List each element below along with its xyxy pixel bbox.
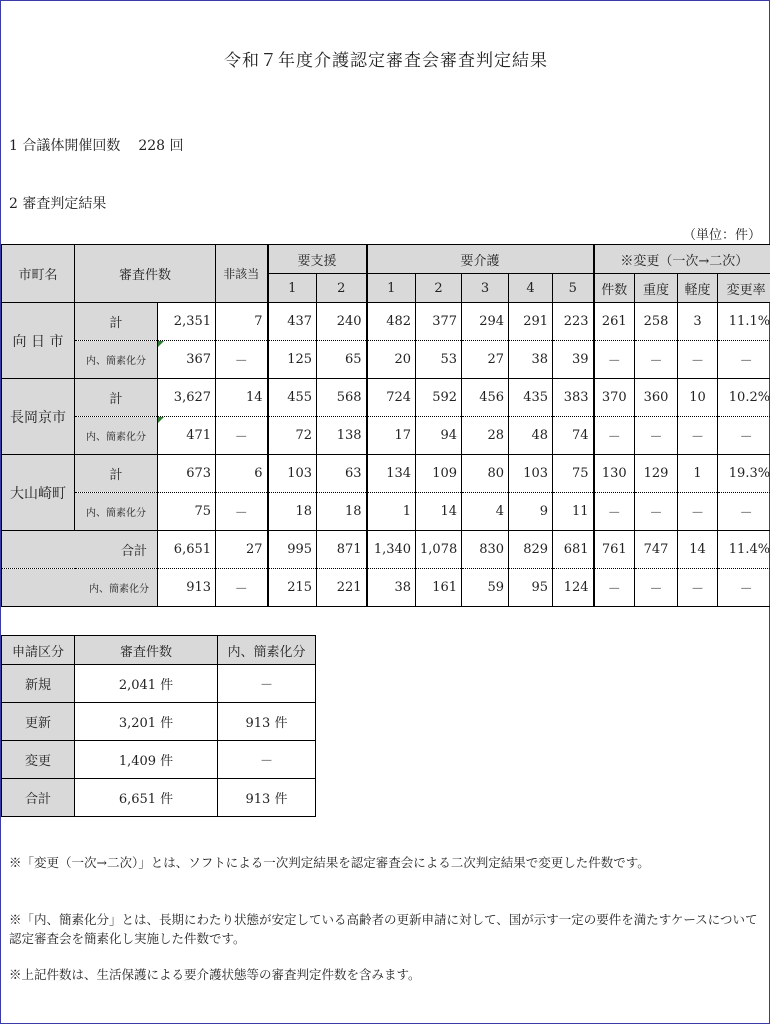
cell-change-count: 761 bbox=[594, 531, 635, 569]
cell-review: 6,651 bbox=[158, 531, 216, 569]
cell-support-1: 437 bbox=[268, 303, 317, 341]
table-row bbox=[2, 531, 770, 569]
header-care-4: 4 bbox=[509, 274, 553, 303]
application-type: 変更 bbox=[2, 741, 75, 779]
cell-care-2: 592 bbox=[416, 379, 462, 417]
header-support-1: 1 bbox=[268, 274, 317, 303]
cell-support-1: 995 bbox=[268, 531, 317, 569]
header-change: ※変更（一次→二次） bbox=[594, 245, 770, 274]
cell-care-3: 294 bbox=[462, 303, 509, 341]
cell-care-1: 1 bbox=[367, 493, 416, 531]
cell-support-1: 125 bbox=[268, 341, 317, 379]
row-label-simplified: 内、簡素化分 bbox=[75, 417, 158, 455]
cell-change-rate: 19.3% bbox=[718, 455, 770, 493]
header-support-2: 2 bbox=[317, 274, 367, 303]
cell-change-count: － bbox=[594, 417, 635, 455]
cell-review: 75 bbox=[158, 493, 216, 531]
cell-care-5: 39 bbox=[553, 341, 594, 379]
result-table bbox=[1, 244, 770, 607]
cell-care-1: 134 bbox=[367, 455, 416, 493]
cell-change-rate: 10.2% bbox=[718, 379, 770, 417]
cell-support-2: 568 bbox=[317, 379, 367, 417]
cell-change-lighter: － bbox=[678, 341, 718, 379]
cell-change-rate: － bbox=[718, 417, 770, 455]
row-label-total: 計 bbox=[75, 303, 158, 341]
cell-change-count: 130 bbox=[594, 455, 635, 493]
cell-change-rate: － bbox=[718, 569, 770, 607]
cell-not-applicable: － bbox=[216, 417, 268, 455]
table-row bbox=[2, 665, 316, 703]
cell-change-heavier: 360 bbox=[635, 379, 678, 417]
row-label-grand-total: 合計 bbox=[2, 531, 158, 569]
header-care-1: 1 bbox=[367, 274, 416, 303]
cell-change-count: － bbox=[594, 569, 635, 607]
cell-care-1: 17 bbox=[367, 417, 416, 455]
cell-change-count: － bbox=[594, 493, 635, 531]
cell-care-2: 161 bbox=[416, 569, 462, 607]
cell-change-count: 370 bbox=[594, 379, 635, 417]
application-simplified: 913 件 bbox=[218, 703, 316, 741]
unit-note: （単位：件） bbox=[682, 228, 761, 243]
note-welfare-inclusion: ※上記件数は、生活保護による要介護状態等の審査判定件数を含みます。 bbox=[9, 967, 421, 982]
cell-support-2: 65 bbox=[317, 341, 367, 379]
cell-review: 367 bbox=[158, 341, 216, 379]
table-row bbox=[2, 341, 770, 379]
cell-change-lighter: 3 bbox=[678, 303, 718, 341]
application-table bbox=[1, 635, 316, 817]
cell-change-lighter: － bbox=[678, 493, 718, 531]
cell-support-2: 63 bbox=[317, 455, 367, 493]
cell-not-applicable: 6 bbox=[216, 455, 268, 493]
result-section-heading: 2 審査判定結果 bbox=[9, 196, 107, 212]
cell-support-2: 871 bbox=[317, 531, 367, 569]
cell-care-2: 1,078 bbox=[416, 531, 462, 569]
cell-change-rate: 11.1% bbox=[718, 303, 770, 341]
cell-care-3: 28 bbox=[462, 417, 509, 455]
meeting-count-label: 1 合議体開催回数 bbox=[9, 138, 121, 154]
table-row bbox=[2, 703, 316, 741]
application-simplified: 913 件 bbox=[218, 779, 316, 817]
cell-care-4: 103 bbox=[509, 455, 553, 493]
cell-support-2: 240 bbox=[317, 303, 367, 341]
application-simplified: － bbox=[218, 741, 316, 779]
cell-change-count: － bbox=[594, 341, 635, 379]
cell-change-lighter: 14 bbox=[678, 531, 718, 569]
cell-not-applicable: 14 bbox=[216, 379, 268, 417]
cell-not-applicable: － bbox=[216, 493, 268, 531]
cell-change-count: 261 bbox=[594, 303, 635, 341]
cell-review: 673 bbox=[158, 455, 216, 493]
table-row bbox=[2, 455, 770, 493]
cell-change-lighter: 10 bbox=[678, 379, 718, 417]
cell-not-applicable: 27 bbox=[216, 531, 268, 569]
cell-care-1: 1,340 bbox=[367, 531, 416, 569]
cell-change-lighter: － bbox=[678, 569, 718, 607]
cell-review: 3,627 bbox=[158, 379, 216, 417]
cell-care-4: 48 bbox=[509, 417, 553, 455]
cell-support-1: 72 bbox=[268, 417, 317, 455]
cell-not-applicable: 7 bbox=[216, 303, 268, 341]
cell-care-4: 95 bbox=[509, 569, 553, 607]
cell-care-3: 80 bbox=[462, 455, 509, 493]
table-row bbox=[2, 379, 770, 417]
cell-care-2: 94 bbox=[416, 417, 462, 455]
cell-care-2: 53 bbox=[416, 341, 462, 379]
cell-care-4: 435 bbox=[509, 379, 553, 417]
cell-support-1: 103 bbox=[268, 455, 317, 493]
cell-care-5: 75 bbox=[553, 455, 594, 493]
cell-care-5: 11 bbox=[553, 493, 594, 531]
row-label-simplified: 内、簡素化分 bbox=[75, 493, 158, 531]
cell-change-heavier: 129 bbox=[635, 455, 678, 493]
header-city: 市町名 bbox=[2, 245, 75, 303]
cell-care-3: 830 bbox=[462, 531, 509, 569]
row-label-total: 計 bbox=[75, 379, 158, 417]
cell-care-4: 829 bbox=[509, 531, 553, 569]
cell-care-4: 38 bbox=[509, 341, 553, 379]
header-support: 要支援 bbox=[268, 245, 367, 274]
row-label-simplified: 内、簡素化分 bbox=[75, 341, 158, 379]
application-count: 1,409 件 bbox=[75, 741, 218, 779]
header-change-rate: 変更率 bbox=[718, 274, 770, 303]
application-type: 合計 bbox=[2, 779, 75, 817]
cell-care-1: 20 bbox=[367, 341, 416, 379]
table-row bbox=[2, 779, 316, 817]
cell-care-1: 482 bbox=[367, 303, 416, 341]
document-title: 令和７年度介護認定審査会審査判定結果 bbox=[224, 51, 548, 71]
application-count: 2,041 件 bbox=[75, 665, 218, 703]
header-change-lighter: 軽度 bbox=[678, 274, 718, 303]
header-care: 要介護 bbox=[367, 245, 594, 274]
header-review: 審査件数 bbox=[75, 245, 216, 303]
header-not-applicable: 非該当 bbox=[216, 245, 268, 303]
city-name: 大山崎町 bbox=[2, 455, 75, 531]
cell-care-5: 681 bbox=[553, 531, 594, 569]
header-change-heavier: 重度 bbox=[635, 274, 678, 303]
note-change-definition: ※「変更（一次→二次）」とは、ソフトによる一次判定結果を認定審査会による二次判定結果で変更した件数です。 bbox=[9, 855, 650, 870]
table-row bbox=[2, 493, 770, 531]
cell-care-1: 38 bbox=[367, 569, 416, 607]
table-row bbox=[2, 303, 770, 341]
table-row bbox=[2, 569, 770, 607]
cell-support-1: 455 bbox=[268, 379, 317, 417]
header-change-count: 件数 bbox=[594, 274, 635, 303]
cell-care-5: 223 bbox=[553, 303, 594, 341]
cell-care-2: 377 bbox=[416, 303, 462, 341]
cell-change-heavier: － bbox=[635, 569, 678, 607]
cell-care-4: 9 bbox=[509, 493, 553, 531]
row-label-grand-simplified: 内、簡素化分 bbox=[2, 569, 158, 607]
cell-care-5: 124 bbox=[553, 569, 594, 607]
cell-change-lighter: 1 bbox=[678, 455, 718, 493]
cell-change-rate: － bbox=[718, 493, 770, 531]
cell-change-heavier: － bbox=[635, 341, 678, 379]
meeting-count-value: 228 回 bbox=[138, 138, 184, 154]
note-simplified-definition: ※「内、簡素化分」とは、長期にわたり状態が安定している高齢者の更新申請に対して、国が示す一定の要件を満たすケースについて認定審査会を簡素化し実施した件数です。 bbox=[9, 912, 758, 946]
header-application-count: 審査件数 bbox=[75, 636, 218, 665]
cell-care-3: 4 bbox=[462, 493, 509, 531]
cell-support-2: 18 bbox=[317, 493, 367, 531]
cell-not-applicable: － bbox=[216, 569, 268, 607]
header-care-3: 3 bbox=[462, 274, 509, 303]
cell-review: 913 bbox=[158, 569, 216, 607]
cell-care-3: 59 bbox=[462, 569, 509, 607]
application-count: 3,201 件 bbox=[75, 703, 218, 741]
meeting-count-line bbox=[9, 135, 184, 155]
table-row bbox=[2, 741, 316, 779]
cell-care-2: 14 bbox=[416, 493, 462, 531]
cell-care-5: 74 bbox=[553, 417, 594, 455]
application-type: 更新 bbox=[2, 703, 75, 741]
cell-change-heavier: 747 bbox=[635, 531, 678, 569]
city-name: 向 日 市 bbox=[2, 303, 75, 379]
cell-change-lighter: － bbox=[678, 417, 718, 455]
cell-not-applicable: － bbox=[216, 341, 268, 379]
cell-care-3: 456 bbox=[462, 379, 509, 417]
header-care-5: 5 bbox=[553, 274, 594, 303]
application-simplified: － bbox=[218, 665, 316, 703]
cell-care-3: 27 bbox=[462, 341, 509, 379]
cell-support-1: 18 bbox=[268, 493, 317, 531]
cell-change-heavier: － bbox=[635, 417, 678, 455]
city-name: 長岡京市 bbox=[2, 379, 75, 455]
cell-change-rate: 11.4% bbox=[718, 531, 770, 569]
header-care-2: 2 bbox=[416, 274, 462, 303]
cell-care-5: 383 bbox=[553, 379, 594, 417]
cell-support-1: 215 bbox=[268, 569, 317, 607]
header-application-simplified: 内、簡素化分 bbox=[218, 636, 316, 665]
cell-care-1: 724 bbox=[367, 379, 416, 417]
cell-support-2: 138 bbox=[317, 417, 367, 455]
cell-review: 2,351 bbox=[158, 303, 216, 341]
cell-support-2: 221 bbox=[317, 569, 367, 607]
table-row bbox=[2, 417, 770, 455]
cell-review: 471 bbox=[158, 417, 216, 455]
cell-change-heavier: － bbox=[635, 493, 678, 531]
application-type: 新規 bbox=[2, 665, 75, 703]
cell-care-4: 291 bbox=[509, 303, 553, 341]
row-label-total: 計 bbox=[75, 455, 158, 493]
cell-care-2: 109 bbox=[416, 455, 462, 493]
application-count: 6,651 件 bbox=[75, 779, 218, 817]
cell-change-rate: － bbox=[718, 341, 770, 379]
cell-change-heavier: 258 bbox=[635, 303, 678, 341]
header-application-type: 申請区分 bbox=[2, 636, 75, 665]
